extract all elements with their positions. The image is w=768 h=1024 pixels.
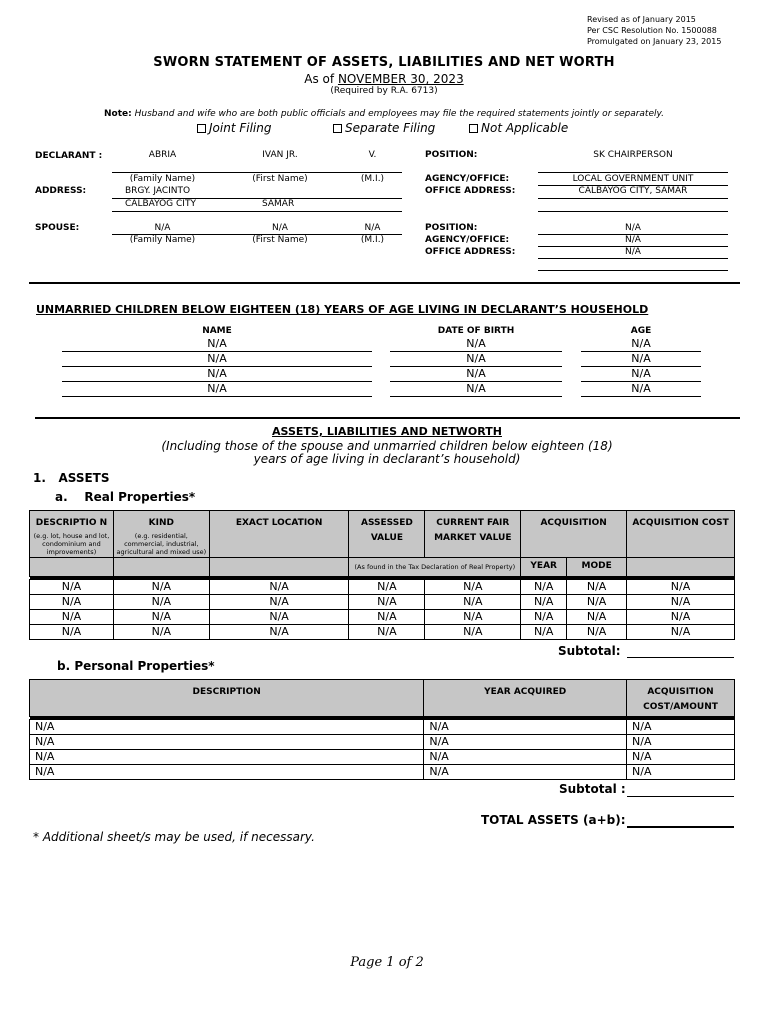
spouse-label: SPOUSE: (35, 223, 80, 233)
filing-option-na[interactable] (469, 121, 568, 135)
cell: N/A (349, 610, 425, 625)
spouse-agency-value: N/A (625, 235, 641, 245)
cell: N/A (30, 595, 114, 610)
subtotal2-label: Subtotal : (559, 782, 626, 796)
cell: N/A (113, 625, 209, 640)
real-properties-heading: a. Real Properties* (55, 490, 196, 504)
description-note: (e.g. lot, house and lot, condominium and improvements) (33, 532, 110, 556)
filing-option-label: Not Applicable (481, 121, 569, 135)
children-heading: UNMARRIED CHILDREN BELOW EIGHTEEN (18) YEARS OF AGE LIVING IN DECLARANT’S HOUSEHOLD (36, 303, 649, 316)
aln-subtitle-1: (Including those of the spouse and unmarried children below eighteen (18) (161, 439, 613, 453)
section-divider (29, 282, 740, 284)
table-row (30, 735, 735, 750)
revision-info (587, 14, 721, 47)
cell: N/A (425, 625, 521, 640)
cell: N/A (521, 610, 567, 625)
filing-option-joint[interactable] (197, 121, 271, 135)
list-item (0, 382, 768, 397)
total-assets-line[interactable] (627, 826, 734, 828)
note-text: Husband and wife who are both public officials and employees may file the required statements jointly or separately. (134, 109, 664, 119)
col-year-acquired: YEAR ACQUIRED (424, 680, 627, 717)
table-row (30, 580, 735, 595)
col-kind (113, 511, 209, 558)
cell: N/A (424, 750, 627, 765)
child-name: N/A (207, 382, 227, 395)
children-col-name: NAME (202, 326, 232, 336)
cell: N/A (209, 595, 349, 610)
personal-properties-table (29, 679, 735, 780)
table-row (30, 750, 735, 765)
list-item (0, 367, 768, 382)
real-properties-table (29, 510, 735, 640)
table-row (30, 720, 735, 735)
child-dob: N/A (466, 382, 486, 395)
col-mode: MODE (567, 558, 627, 577)
child-age: N/A (631, 352, 651, 365)
cell: N/A (349, 625, 425, 640)
divider (538, 258, 728, 259)
filing-note (0, 109, 768, 119)
required-by: (Required by R.A. 6713) (330, 86, 438, 96)
spouse-office-address-value: N/A (625, 247, 641, 257)
col-current: CURRENT FAIR MARKET VALUE (425, 511, 521, 558)
page-number: Page 1 of 2 (350, 955, 424, 970)
cell: N/A (209, 580, 349, 595)
cell: N/A (30, 580, 114, 595)
note-label: Note: (104, 109, 132, 119)
filing-option-label: Joint Filing (209, 121, 272, 135)
cell: N/A (521, 625, 567, 640)
children-col-age: AGE (630, 326, 652, 336)
personal-properties-heading: b. Personal Properties* (57, 659, 215, 673)
divider (581, 396, 701, 397)
divider (538, 211, 728, 212)
cell: N/A (113, 595, 209, 610)
cell: N/A (425, 580, 521, 595)
kind-note: (e.g. residential, commercial, industrial, agricultural and mixed use) (116, 532, 207, 556)
child-name: N/A (207, 352, 227, 365)
caption-mi: (M.I.) (360, 235, 385, 245)
revision-line: Promulgated on January 23, 2015 (587, 37, 722, 46)
page-title: SWORN STATEMENT OF ASSETS, LIABILITIES AND NET WORTH (153, 55, 615, 70)
total-assets-label: TOTAL ASSETS (a+b): (481, 813, 626, 827)
cell: N/A (424, 720, 627, 735)
cell: N/A (30, 750, 424, 765)
checkbox-icon[interactable] (333, 124, 342, 133)
checkbox-icon[interactable] (469, 124, 478, 133)
children-col-dob: DATE OF BIRTH (437, 326, 515, 336)
declarant-mi: V. (368, 150, 377, 160)
office-address-label: OFFICE ADDRESS: (425, 186, 516, 196)
divider (538, 270, 728, 271)
cell: N/A (627, 580, 735, 595)
agency-value: LOCAL GOVERNMENT UNIT (572, 174, 694, 184)
revision-line: Per CSC Resolution No. 1500088 (587, 26, 717, 35)
cell: N/A (627, 750, 735, 765)
position-value: SK CHAIRPERSON (593, 150, 673, 160)
child-dob: N/A (466, 367, 486, 380)
table-row (30, 765, 735, 780)
cell: N/A (627, 720, 735, 735)
declarant-first-name: IVAN JR. (262, 150, 298, 160)
caption-family: (Family Name) (129, 174, 196, 184)
col-assessed: ASSESSED VALUE (349, 511, 425, 558)
caption-family: (Family Name) (129, 235, 196, 245)
child-dob: N/A (466, 337, 486, 350)
cell: N/A (30, 720, 424, 735)
caption-mi: (M.I.) (360, 174, 385, 184)
table-row (30, 610, 735, 625)
list-item (0, 337, 768, 352)
cell: N/A (567, 625, 627, 640)
col-acquisition: ACQUISITION (521, 511, 627, 558)
subtotal2-line[interactable] (627, 796, 734, 797)
list-item (0, 352, 768, 367)
spouse-position-value: N/A (625, 223, 641, 233)
cell: N/A (349, 580, 425, 595)
header-spacer (627, 558, 735, 577)
position-label: POSITION: (425, 150, 478, 160)
cell: N/A (30, 765, 424, 780)
subtotal-line[interactable] (627, 657, 734, 658)
additional-note: * Additional sheet/s may be used, if necessary. (33, 830, 315, 844)
col-cost: ACQUISITION COST (627, 511, 735, 558)
table-row (30, 595, 735, 610)
divider (112, 211, 402, 212)
cell: N/A (30, 735, 424, 750)
spouse-office-address-label: OFFICE ADDRESS: (425, 247, 516, 257)
declarant-family-name: ABRIA (148, 150, 177, 160)
subtotal-label: Subtotal: (558, 644, 621, 658)
cell: N/A (424, 735, 627, 750)
spouse-position-label: POSITION: (425, 223, 478, 233)
col-description: DESCRIPTION (30, 680, 424, 717)
header-spacer (30, 558, 114, 577)
cell: N/A (521, 595, 567, 610)
cell: N/A (209, 610, 349, 625)
child-name: N/A (207, 337, 227, 350)
aln-heading: ASSETS, LIABILITIES AND NETWORTH (272, 425, 502, 438)
col-acquisition-cost: ACQUISITION COST/AMOUNT (627, 680, 735, 717)
divider (62, 396, 372, 397)
cell: N/A (425, 610, 521, 625)
section-divider (35, 417, 740, 419)
cell: N/A (209, 625, 349, 640)
aln-subtitle-2: years of age living in declarant’s household) (253, 452, 521, 466)
cell: N/A (567, 595, 627, 610)
header-label: DESCRIPTIO N (35, 518, 108, 528)
checkbox-icon[interactable] (197, 124, 206, 133)
divider (112, 172, 402, 173)
address-province: SAMAR (262, 199, 295, 209)
address-label: ADDRESS: (35, 186, 87, 196)
cell: N/A (627, 595, 735, 610)
child-age: N/A (631, 367, 651, 380)
agency-label: AGENCY/OFFICE: (425, 174, 510, 184)
cell: N/A (627, 735, 735, 750)
cell: N/A (425, 595, 521, 610)
filing-option-label: Separate Filing (345, 121, 436, 135)
caption-first: (First Name) (252, 235, 308, 245)
children-list (0, 337, 768, 397)
cell: N/A (567, 610, 627, 625)
cell: N/A (521, 580, 567, 595)
divider (538, 172, 728, 173)
col-description (30, 511, 114, 558)
spouse-first-name: N/A (272, 223, 288, 233)
divider (538, 198, 728, 199)
divider (390, 396, 562, 397)
as-of-prefix: As of (304, 72, 338, 86)
cell: N/A (30, 625, 114, 640)
caption-first: (First Name) (252, 174, 308, 184)
cell: N/A (627, 765, 735, 780)
child-age: N/A (631, 382, 651, 395)
cell: N/A (424, 765, 627, 780)
assets-heading: 1. ASSETS (33, 471, 110, 485)
value-note: (As found in the Tax Declaration of Real Property) (349, 558, 521, 577)
child-age: N/A (631, 337, 651, 350)
cell: N/A (30, 610, 114, 625)
as-of-value: NOVEMBER 30, 2023 (337, 72, 464, 86)
col-year: YEAR (521, 558, 567, 577)
table-row (30, 625, 735, 640)
cell: N/A (113, 610, 209, 625)
declarant-label: DECLARANT : (35, 151, 103, 161)
address-city: CALBAYOG CITY (125, 199, 196, 209)
cell: N/A (627, 625, 735, 640)
filing-option-separate[interactable] (333, 121, 435, 135)
spouse-agency-label: AGENCY/OFFICE: (425, 235, 510, 245)
as-of-date (0, 72, 768, 86)
address-line1: BRGY. JACINTO (125, 186, 191, 196)
cell: N/A (627, 610, 735, 625)
revision-line: Revised as of January 2015 (587, 15, 696, 24)
child-name: N/A (207, 367, 227, 380)
col-location: EXACT LOCATION (209, 511, 349, 558)
header-label: KIND (148, 518, 174, 528)
cell: N/A (113, 580, 209, 595)
child-dob: N/A (466, 352, 486, 365)
cell: N/A (349, 595, 425, 610)
spouse-family-name: N/A (154, 223, 171, 233)
office-address-value: CALBAYOG CITY, SAMAR (578, 186, 688, 196)
spouse-mi: N/A (364, 223, 381, 233)
header-spacer (209, 558, 349, 577)
cell: N/A (567, 580, 627, 595)
header-spacer (113, 558, 209, 577)
